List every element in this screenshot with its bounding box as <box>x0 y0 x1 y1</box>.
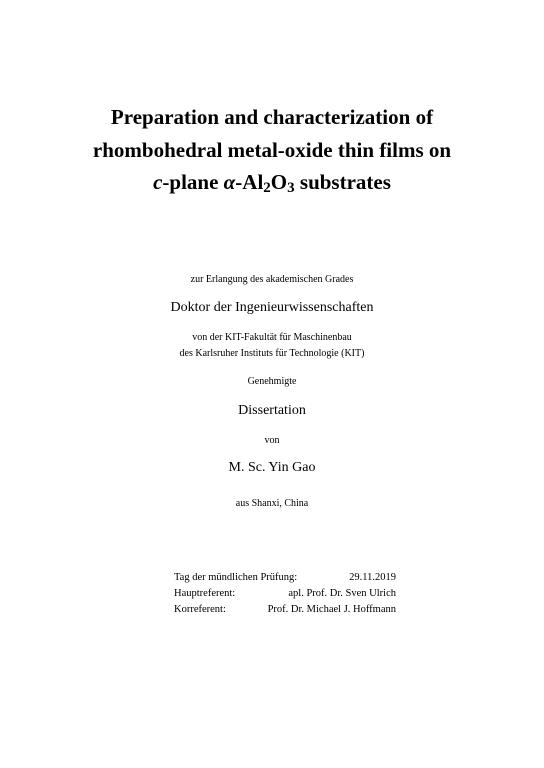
title-line-3 <box>0 170 544 196</box>
title-line-2: rhombohedral metal-oxide thin films on <box>92 138 452 162</box>
co-referee-value: Prof. Dr. Michael J. Hoffmann <box>267 604 396 615</box>
title-al: -Al <box>235 170 264 194</box>
document-type: Dissertation <box>238 403 306 418</box>
approved-line: Genehmigte <box>247 376 297 387</box>
author-name: M. Sc. Yin Gao <box>228 460 316 475</box>
title-c-italic: c <box>153 170 163 194</box>
main-referee-value: apl. Prof. Dr. Sven Ulrich <box>288 588 396 599</box>
title-o: O <box>270 170 288 194</box>
by-line: von <box>264 435 280 446</box>
title-line-1: Preparation and characterization of <box>110 105 434 129</box>
title-alpha: α <box>223 170 236 194</box>
author-origin: aus Shanxi, China <box>235 498 309 509</box>
degree-name: Doktor der Ingenieurwissenschaften <box>170 300 374 315</box>
degree-purpose: zur Erlangung des akademischen Grades <box>190 274 354 285</box>
title-plane: -plane <box>162 170 224 194</box>
exam-date-value: 29.11.2019 <box>349 572 396 583</box>
faculty-line: von der KIT-Fakultät für Maschinenbau <box>192 332 352 343</box>
exam-date-label: Tag der mündlichen Prüfung: <box>174 572 298 583</box>
co-referee-label: Korreferent: <box>174 604 226 615</box>
title-sub-3: 3 <box>287 180 295 196</box>
title-substrates: substrates <box>294 170 391 194</box>
title-sub-2: 2 <box>263 180 271 196</box>
institute-line: des Karlsruher Instituts für Technologie (KIT) <box>179 348 365 359</box>
main-referee-label: Hauptreferent: <box>174 588 236 599</box>
